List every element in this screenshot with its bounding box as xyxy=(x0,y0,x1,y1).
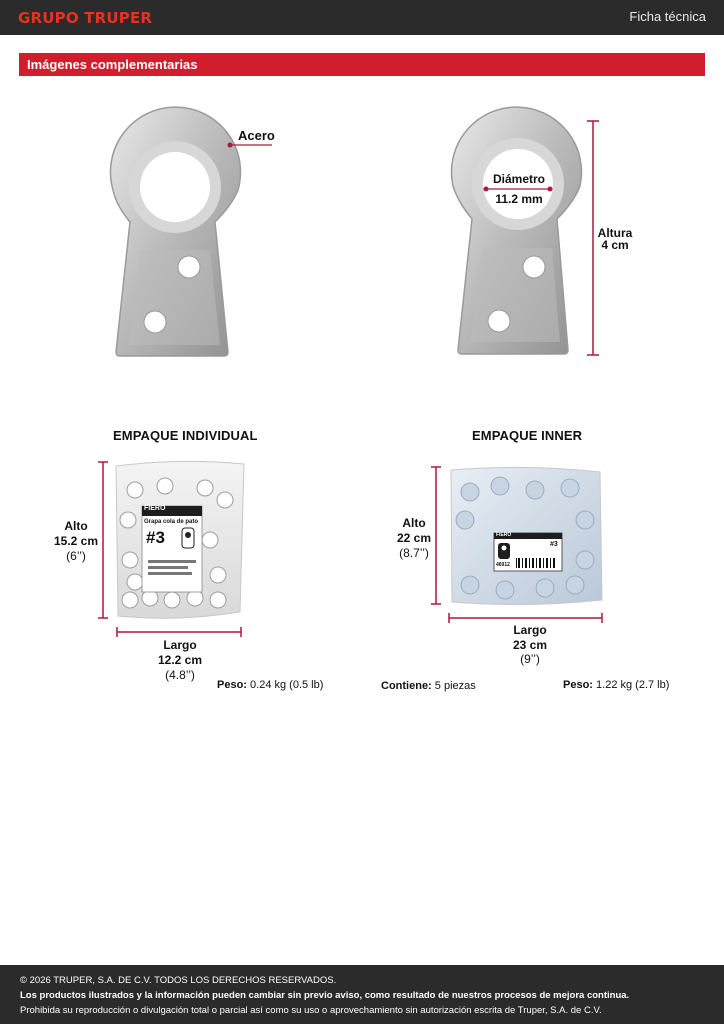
inner-contents-label: Contiene: xyxy=(381,680,432,692)
inner-height-cm: 22 cm xyxy=(396,531,432,545)
individual-height-in: (6’’) xyxy=(66,549,86,563)
inner-contents xyxy=(381,680,476,692)
height-label: Altura xyxy=(597,226,633,240)
diameter-value: 11.2 mm xyxy=(495,192,543,206)
document-type: Ficha técnica xyxy=(629,9,706,24)
individual-height-label: Alto xyxy=(64,519,88,533)
inner-length-cm: 23 cm xyxy=(512,638,548,652)
inner-length-in: (9’’) xyxy=(520,652,540,666)
bracket-image-right xyxy=(452,107,582,354)
individual-weight-label: Peso: xyxy=(217,679,247,691)
inner-height-in: (8.7’’) xyxy=(399,546,429,560)
material-label: Acero xyxy=(238,128,275,143)
individual-pack-brand: FIERO xyxy=(144,505,166,512)
inner-pack-brand: FIERO xyxy=(496,532,512,538)
height-value: 4 cm xyxy=(601,238,629,252)
inner-weight-label: Peso: xyxy=(563,679,593,691)
section-title: Imágenes complementarias xyxy=(27,57,198,72)
individual-package-image xyxy=(116,461,244,618)
footer-notice: Los productos ilustrados y la información pueden cambiar sin previo aviso, como resultado de nuestros procesos de mejora continua. xyxy=(20,990,630,1001)
individual-pack-heading: EMPAQUE INDIVIDUAL xyxy=(113,428,258,443)
inner-weight xyxy=(563,679,669,691)
inner-contents-value: 5 piezas xyxy=(434,680,476,692)
individual-pack-size: #3 xyxy=(146,528,165,547)
inner-pack-code: 46912 xyxy=(496,562,510,568)
brand-logo: GRUPO TRUPER xyxy=(18,9,153,27)
individual-height-cm: 15.2 cm xyxy=(53,534,99,548)
individual-weight xyxy=(217,679,323,691)
inner-height-label: Alto xyxy=(402,516,426,530)
individual-weight-value: 0.24 kg (0.5 lb) xyxy=(250,679,324,691)
footer-prohibition: Prohibida su reproducción o divulgación total o parcial así como su uso o aprovechamiento sin autorización escrita de Truper, S.A. de C.V. xyxy=(20,1005,602,1016)
individual-length-label: Largo xyxy=(163,638,197,652)
inner-weight-value: 1.22 kg (2.7 lb) xyxy=(596,679,670,691)
individual-length-in: (4.8’’) xyxy=(165,668,195,682)
footer xyxy=(0,965,724,1024)
bracket-image-left xyxy=(111,107,241,356)
individual-length-cm: 12.2 cm xyxy=(157,653,203,667)
footer-copyright: © 2026 TRUPER, S.A. DE C.V. TODOS LOS DERECHOS RESERVADOS. xyxy=(20,975,337,986)
inner-package-image xyxy=(451,467,602,604)
inner-pack-size: #3 xyxy=(550,541,558,548)
inner-length-label: Largo xyxy=(513,623,547,637)
diameter-label: Diámetro xyxy=(492,172,545,186)
individual-pack-name: Grapa cola de pato xyxy=(144,519,199,525)
inner-pack-heading: EMPAQUE INNER xyxy=(472,428,583,443)
